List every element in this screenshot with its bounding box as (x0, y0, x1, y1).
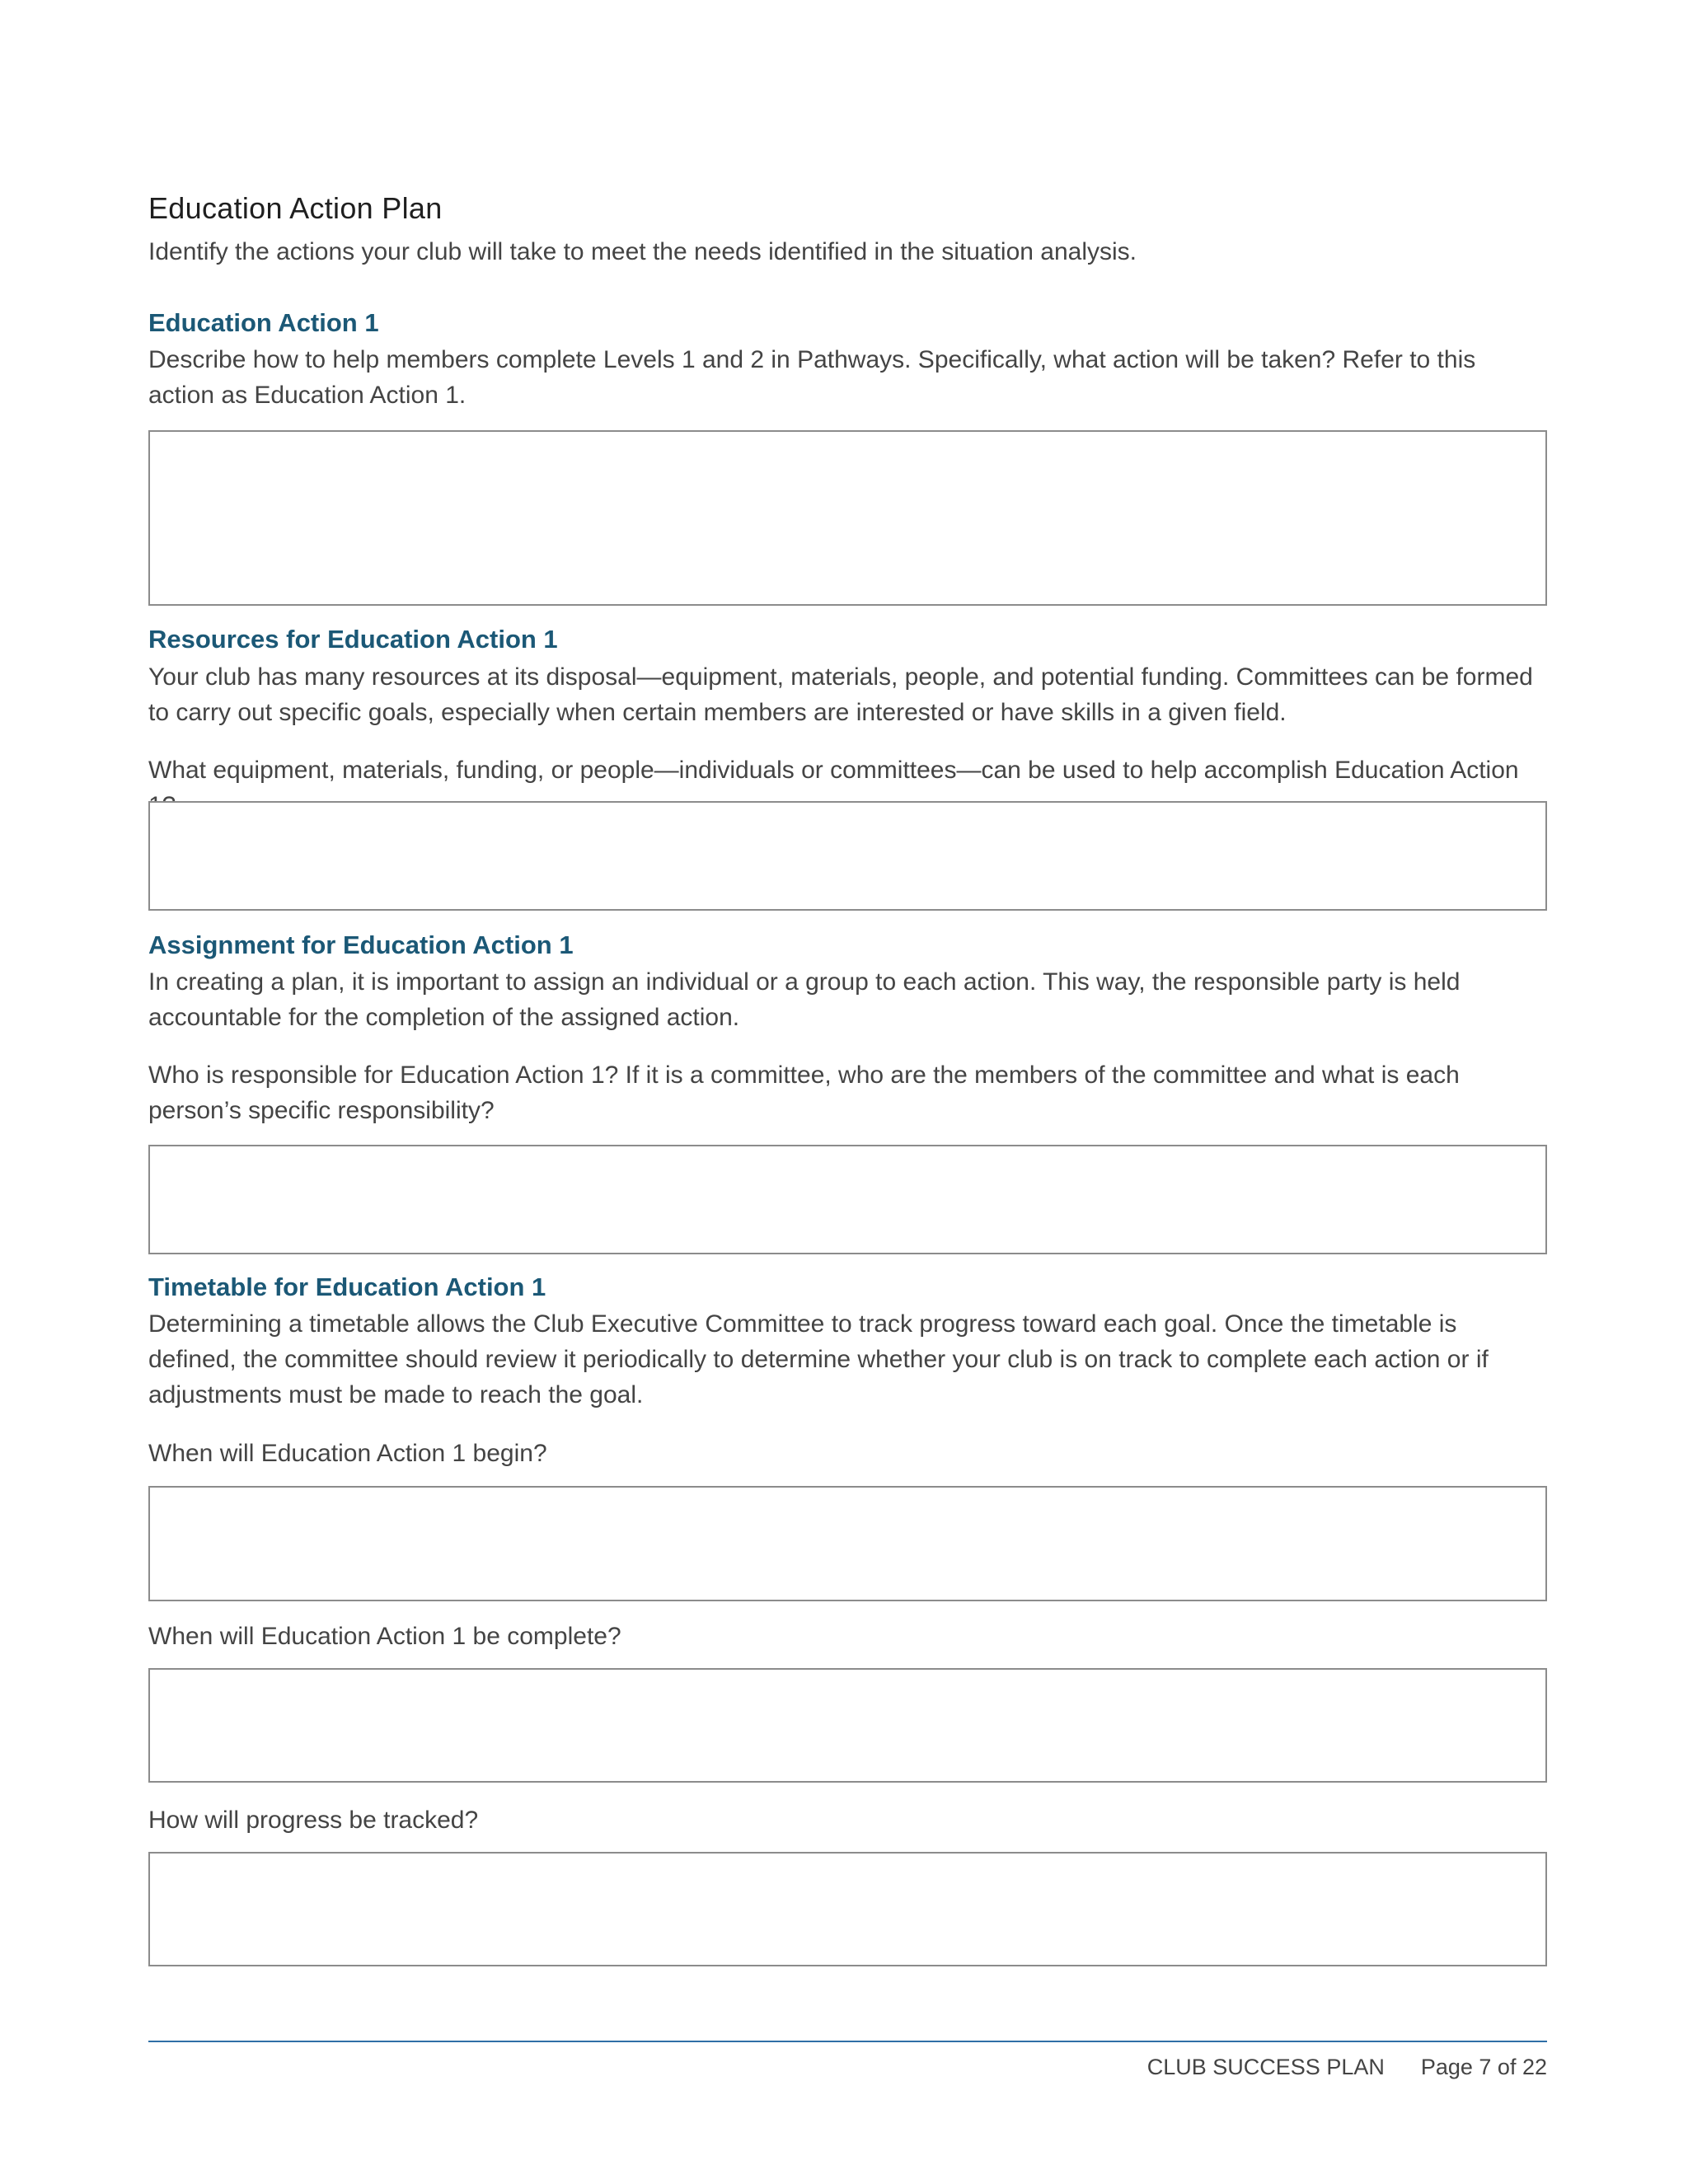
resources-question: What equipment, materials, funding, or people—individuals or committees—can be used to help accomplish Education Action (148, 757, 1519, 784)
page-intro: Identify the actions your club will take to meet the needs identified in the situation analysis. (148, 238, 1137, 265)
assignment-heading: Assignment for Education Action 1 (148, 930, 574, 959)
begin-date-response-box[interactable] (148, 1486, 1547, 1601)
footer-page-number: Page 7 of 22 (1420, 2055, 1547, 2079)
document-page (148, 0, 1547, 2184)
resources-description: Your club has many resources at its disposal—equipment, materials, people, and potential funding. Committees can be formed to carry out specific goals, especially when certain members are interested or have skills in a given field. (148, 663, 1533, 726)
timetable-description: Determining a timetable allows the Club Executive Committee to track progress toward each goal. Once the timetable is defined, the committee should review it periodically to determine whether your club is on track to complete each action or if adjustments must be made to reach the goal. (148, 1310, 1489, 1408)
action-response-box[interactable] (148, 430, 1547, 606)
footer-document-name: CLUB SUCCESS PLAN (1146, 2055, 1385, 2079)
resources-heading: Resources for Education Action 1 (148, 625, 558, 654)
complete-date-response-box[interactable] (148, 1668, 1547, 1783)
timetable-complete-question: When will Education Action 1 be complete? (148, 1623, 621, 1650)
timetable-heading: Timetable for Education Action 1 (148, 1272, 546, 1301)
progress-tracking-response-box[interactable] (148, 1852, 1547, 1966)
resources-response-box[interactable] (148, 801, 1547, 911)
action-description: Describe how to help members complete Levels 1 and 2 in Pathways. Specifically, what action will be taken? Refer to this action as Education Action 1. (148, 346, 1476, 409)
assignment-question: Who is responsible for Education Action 1? If it is a committee, who are the members of the committee and what is each person’s specific responsibility? (148, 1062, 1460, 1124)
footer-divider (148, 2041, 1547, 2042)
timetable-progress-question: How will progress be tracked? (148, 1807, 479, 1834)
action-heading: Education Action 1 (148, 308, 379, 337)
assignment-description: In creating a plan, it is important to assign an individual or a group to each action. This way, the responsible party is held accountable for the completion of the assigned action. (148, 968, 1461, 1031)
page-title: Education Action Plan (148, 191, 443, 225)
assignment-response-box[interactable] (148, 1145, 1547, 1254)
timetable-begin-question: When will Education Action 1 begin? (148, 1440, 547, 1467)
page-footer (1147, 2055, 1547, 2080)
